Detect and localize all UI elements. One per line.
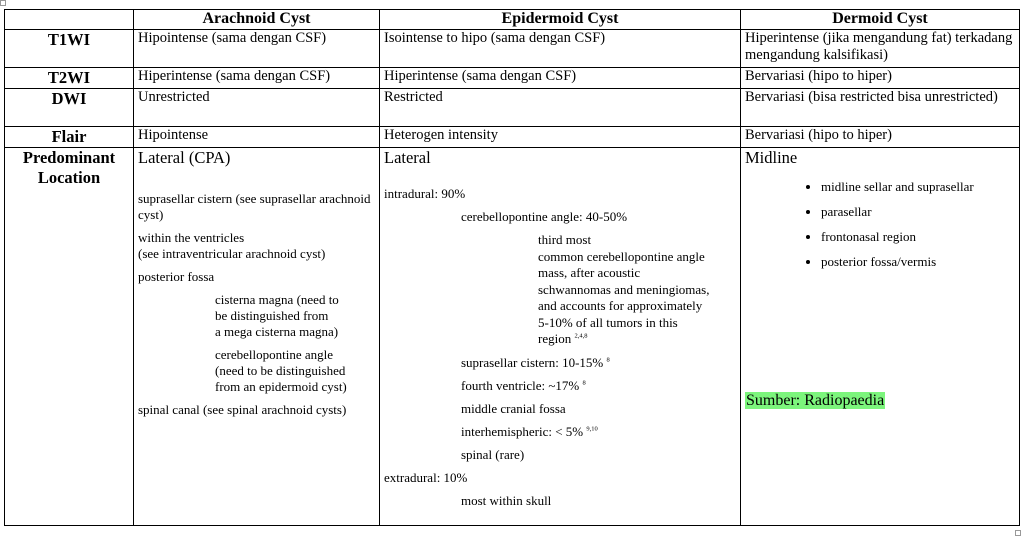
arachnoid-ventricles-line2: (see intraventricular arachnoid cyst) (138, 246, 326, 261)
cell-t1wi-epidermoid: Isointense to hipo (sama dengan CSF) (380, 30, 741, 68)
list-item: • parasellar (821, 199, 1015, 224)
corner-mark-bottom-right (1015, 530, 1021, 536)
row-t1wi (5, 30, 1020, 68)
epidermoid-cpa: cerebellopontine angle: 40-50% (461, 209, 628, 224)
epidermoid-interhemi-ref: 9,10 (586, 425, 598, 433)
dermoid-location-list (745, 174, 1015, 274)
arachnoid-posterior-fossa: posterior fossa (138, 269, 215, 284)
arachnoid-cpa-line1: cerebellopontine angle (215, 347, 334, 362)
cell-location-dermoid (741, 148, 1020, 526)
comparison-table (4, 9, 1020, 526)
row-t2wi (5, 68, 1020, 89)
cell-location-epidermoid (380, 148, 741, 526)
location-label-line2: Location (37, 168, 101, 187)
epidermoid-interhemi-text: interhemispheric: < 5% (461, 423, 584, 439)
list-item: • midline sellar and suprasellar (821, 174, 1015, 199)
epidermoid-skull: most within skull (461, 492, 552, 508)
list-item: • posterior fossa/vermis (821, 249, 1015, 274)
epidermoid-spinal: spinal (rare) (461, 446, 525, 462)
arachnoid-magna-line2: be distinguished from (215, 308, 329, 323)
row-location (5, 148, 1020, 526)
header-row (5, 10, 1020, 30)
arachnoid-magna-line3: a mega cisterna magna) (215, 324, 339, 339)
epidermoid-third-line6: 5-10% of all tumors in this (538, 314, 678, 330)
epidermoid-region-ref: 2,4,8 (574, 332, 588, 340)
header-epidermoid: Epidermoid Cyst (380, 10, 741, 30)
cell-dwi-arachnoid: Unrestricted (134, 89, 380, 127)
epidermoid-fourth-ventricle (461, 378, 736, 394)
epidermoid-region-text: region (538, 331, 572, 346)
arachnoid-cpa (215, 347, 375, 395)
row-label-location (5, 148, 134, 526)
epidermoid-suprasellar-text: suprasellar cistern: 10-15% (461, 354, 604, 370)
row-label-t1wi: T1WI (5, 30, 134, 68)
cell-t2wi-epidermoid: Hiperintense (sama dengan CSF) (380, 68, 741, 89)
row-dwi (5, 89, 1020, 127)
epidermoid-third-line2: common cerebellopontine angle (538, 248, 705, 264)
epidermoid-third-most (538, 232, 736, 348)
row-label-dwi: DWI (5, 89, 134, 127)
cell-t1wi-arachnoid: Hipointense (sama dengan CSF) (134, 30, 380, 68)
row-label-t2wi: T2WI (5, 68, 134, 89)
list-item: • frontonasal region (821, 224, 1015, 249)
cell-t1wi-dermoid: Hiperintense (jika mengandung fat) terkadang mengandung kalsifikasi) (741, 30, 1020, 68)
corner-mark-top-left (0, 0, 6, 6)
epidermoid-third-line1: third most (538, 232, 592, 247)
epidermoid-interhemispheric (461, 424, 736, 440)
arachnoid-location-title: Lateral (CPA) (138, 148, 231, 167)
epidermoid-suprasellar (461, 355, 736, 371)
epidermoid-fourth-ref: 8 (582, 379, 586, 387)
header-empty (5, 10, 134, 30)
cell-flair-epidermoid: Heterogen intensity (380, 127, 741, 148)
epidermoid-intradural: intradural: 90% (384, 186, 466, 201)
epidermoid-suprasellar-ref: 8 (606, 356, 610, 364)
epidermoid-fourth-text: fourth ventricle: ~17% (461, 377, 580, 393)
arachnoid-cpa-line2: (need to be distinguished (215, 363, 346, 378)
arachnoid-cpa-line3: from an epidermoid cyst) (215, 379, 347, 394)
header-arachnoid: Arachnoid Cyst (134, 10, 380, 30)
epidermoid-middle-fossa: middle cranial fossa (461, 400, 566, 416)
epidermoid-third-line3: mass, after acoustic (538, 265, 641, 280)
epidermoid-third-line4: schwannomas and meningiomas, (538, 281, 710, 297)
cell-t2wi-dermoid: Bervariasi (hipo to hiper) (741, 68, 1020, 89)
row-flair (5, 127, 1020, 148)
cell-flair-dermoid: Bervariasi (hipo to hiper) (741, 127, 1020, 148)
cell-dwi-epidermoid: Restricted (380, 89, 741, 127)
cell-t2wi-arachnoid: Hiperintense (sama dengan CSF) (134, 68, 380, 89)
epidermoid-extradural: extradural: 10% (384, 469, 468, 485)
header-dermoid: Dermoid Cyst (741, 10, 1020, 30)
arachnoid-cisterna-magna (215, 292, 375, 340)
arachnoid-ventricles-line1: within the ventricles (138, 230, 245, 245)
arachnoid-magna-line1: cisterna magna (need to (215, 292, 339, 307)
arachnoid-spinal-canal: spinal canal (see spinal arachnoid cysts) (138, 402, 347, 417)
epidermoid-third-line7 (538, 331, 736, 348)
row-label-flair: Flair (5, 127, 134, 148)
cell-location-arachnoid (134, 148, 380, 526)
source-highlight: Sumber: Radiopaedia (746, 392, 885, 409)
cell-dwi-dermoid: Bervariasi (bisa restricted bisa unrestricted) (741, 89, 1020, 127)
cell-flair-arachnoid: Hipointense (134, 127, 380, 148)
arachnoid-ventricles (138, 230, 375, 262)
epidermoid-location-title: Lateral (384, 148, 431, 167)
dermoid-location-title: Midline (745, 148, 798, 167)
location-label-line1: Predominant (22, 148, 116, 167)
arachnoid-suprasellar: suprasellar cistern (see suprasellar arachnoid cyst) (138, 191, 371, 222)
epidermoid-third-line5: and accounts for approximately (538, 298, 703, 313)
